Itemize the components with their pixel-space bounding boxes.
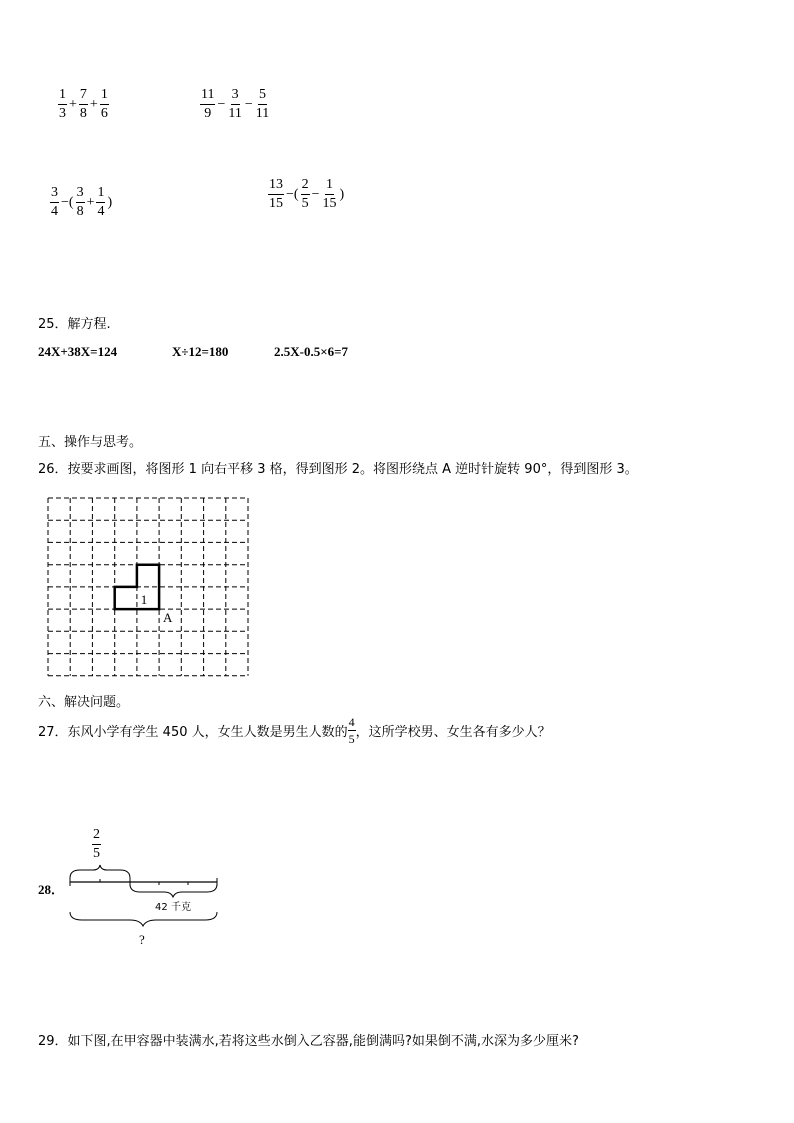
calc-expression-4: [268, 178, 346, 211]
paren-close: ): [107, 194, 113, 210]
operator: +: [86, 194, 95, 210]
question-27-text-before: 27．东风小学有学生 450 人，女生人数是男生人数的: [38, 725, 348, 740]
question-27: [38, 716, 551, 745]
kg-brace: [130, 884, 217, 897]
question-25-title: 25．解方程.: [38, 317, 111, 332]
fraction: $\frac{11}{9}$: [201, 87, 215, 121]
kg-label: 42 千克: [155, 902, 191, 913]
question-27-fraction: $\frac{4}{5}$: [348, 715, 355, 746]
grid-figure: [40, 490, 260, 680]
fraction: $\frac{1}{3}$: [59, 87, 66, 121]
section-6-title: 六、解决问题。: [38, 695, 130, 710]
fraction: $\frac{7}{8}$: [79, 87, 87, 121]
operator: −(: [61, 194, 74, 210]
equation-3: 2.5X-0.5×6=7: [274, 344, 349, 359]
fraction: $\frac{2}{5}$: [301, 177, 309, 211]
calc-expression-3: [50, 186, 114, 219]
operator: +: [69, 96, 77, 112]
fraction: $\frac{3}{4}$: [51, 185, 58, 219]
operator: −: [217, 96, 226, 112]
fraction: $\frac{1}{6}$: [100, 87, 108, 121]
fraction: $\frac{13}{15}$: [269, 177, 283, 211]
fraction: $\frac{1}{4}$: [97, 185, 105, 219]
equation-2: X÷12=180: [172, 344, 229, 359]
operator: −(: [286, 186, 299, 202]
operator: −: [244, 96, 253, 112]
question-29-text: 29．如下图,在甲容器中装满水,若将这些水倒入乙容器,能倒满吗?如果倒不满,水深为多少厘米?: [38, 1034, 579, 1049]
point-a-label: A: [163, 610, 173, 625]
whole-brace: [70, 912, 217, 926]
equation-1: 24X+38X=124: [38, 344, 118, 359]
fraction: $\frac{1}{15}$: [322, 177, 337, 211]
section-5-title: 五、操作与思考。: [38, 435, 143, 450]
fraction: $\frac{5}{11}$: [255, 87, 270, 121]
question-27-text-after: ，这所学校男、女生各有多少人？: [355, 725, 551, 740]
top-brace: [70, 865, 130, 878]
question-28-number: 28．: [38, 882, 65, 897]
fraction: $\frac{3}{8}$: [76, 185, 84, 219]
shape-1-label: 1: [140, 592, 148, 607]
question-26-text: 26．按要求画图，将图形 1 向右平移 3 格，得到图形 2。将图形绕点 A 逆时针旋转 90°，得到图形 3。: [38, 462, 638, 477]
paren-close: ): [339, 186, 345, 202]
line-segment-diagram: [60, 862, 230, 932]
fraction: $\frac{3}{11}$: [228, 87, 242, 121]
question-28-question-mark: ?: [139, 932, 145, 947]
operator: +: [89, 96, 98, 112]
dashed-grid: [48, 498, 248, 676]
operator: −: [311, 186, 320, 202]
calc-expression-2: [200, 88, 270, 121]
question-28-fraction: $\frac{2}{5}$: [93, 827, 100, 861]
calc-expression-1: [58, 88, 109, 121]
